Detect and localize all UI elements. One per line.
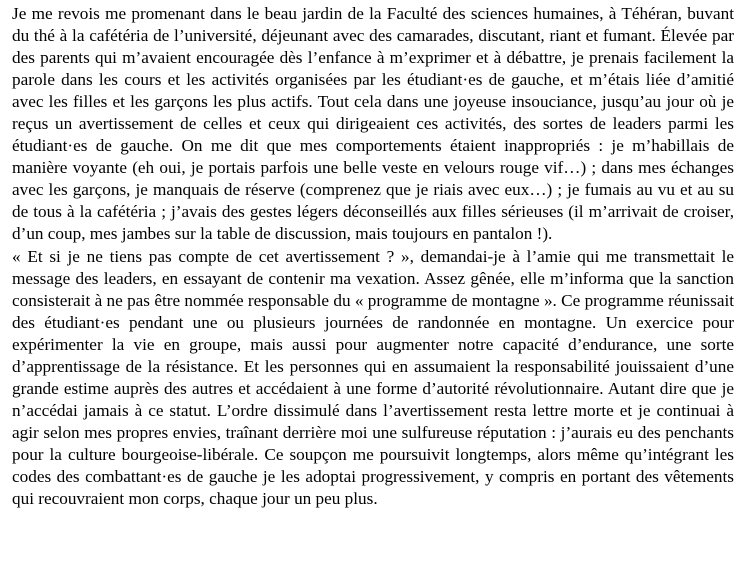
paragraph-memory-faculty: Je me revois me promenant dans le beau jardin de la Faculté des sciences humaines, à Téhéran, buvant du thé à la cafétéria de l’université, déjeunant avec des camarades, discutant, riant et fumant. Élevée par des parents qui m’avaient encouragée dès l’enfance à m’exprimer et à débattre, je prenais facilement la parole dans les cours et les activités organisées par les étudiant·es de gauche, et m’étais liée d’amitié avec les filles et les garçons les plus actifs. Tout cela dans une joyeuse insouciance, jusqu’au jour où je reçus un avertissement de celles et ceux qui dirigeaient ces activités, des sortes de leaders parmi les étudiant·es de gauche. On me dit que mes comportements étaient inappropriés : je m’habillais de manière voyante (eh oui, je portais parfois une belle veste en velours rouge vif…) ; dans mes échanges avec les garçons, je manquais de réserve (comprenez que je riais avec eux…) ; je fumais au vu et au su de tous à la cafétéria ; j’avais des gestes légers déconseillés aux filles sérieuses (il m’arrivait de croiser, d’un coup, mes jambes sur la table de discussion, mais toujours en pantalon !). xyxy=(12,4,734,244)
document-body xyxy=(12,3,734,510)
paragraph-warning-response: « Et si je ne tiens pas compte de cet avertissement ? », demandai-je à l’amie qui me transmettait le message des leaders, en essayant de contenir ma vexation. Assez gênée, elle m’informa que la sanction consisterait à ne pas être nommée responsable du « programme de montagne ». Ce programme réunissait des étudiant·es pendant une ou plusieurs journées de randonnée en montagne. Un exercice pour expérimenter la vie en groupe, mais aussi pour augmenter notre capacité d’endurance, une sorte d’apprentissage de la résistance. Et les personnes qui en assumaient la responsabilité jouissaient d’une grande estime auprès des autres et accédaient à une forme d’autorité révolutionnaire. Autant dire que je n’accédai jamais à ce statut. L’ordre dissimulé dans l’avertissement resta lettre morte et je continuai à agir selon mes propres envies, traînant derrière moi une sulfureuse réputation : j’aurais eu des penchants pour la culture bourgeoise-libérale. Ce soupçon me poursuivit longtemps, alors même qu’intégrant les codes des combattant·es de gauche je les adoptai progressivement, y compris en portant des vêtements qui recouvraient mon corps, chaque jour un peu plus. xyxy=(12,246,734,509)
